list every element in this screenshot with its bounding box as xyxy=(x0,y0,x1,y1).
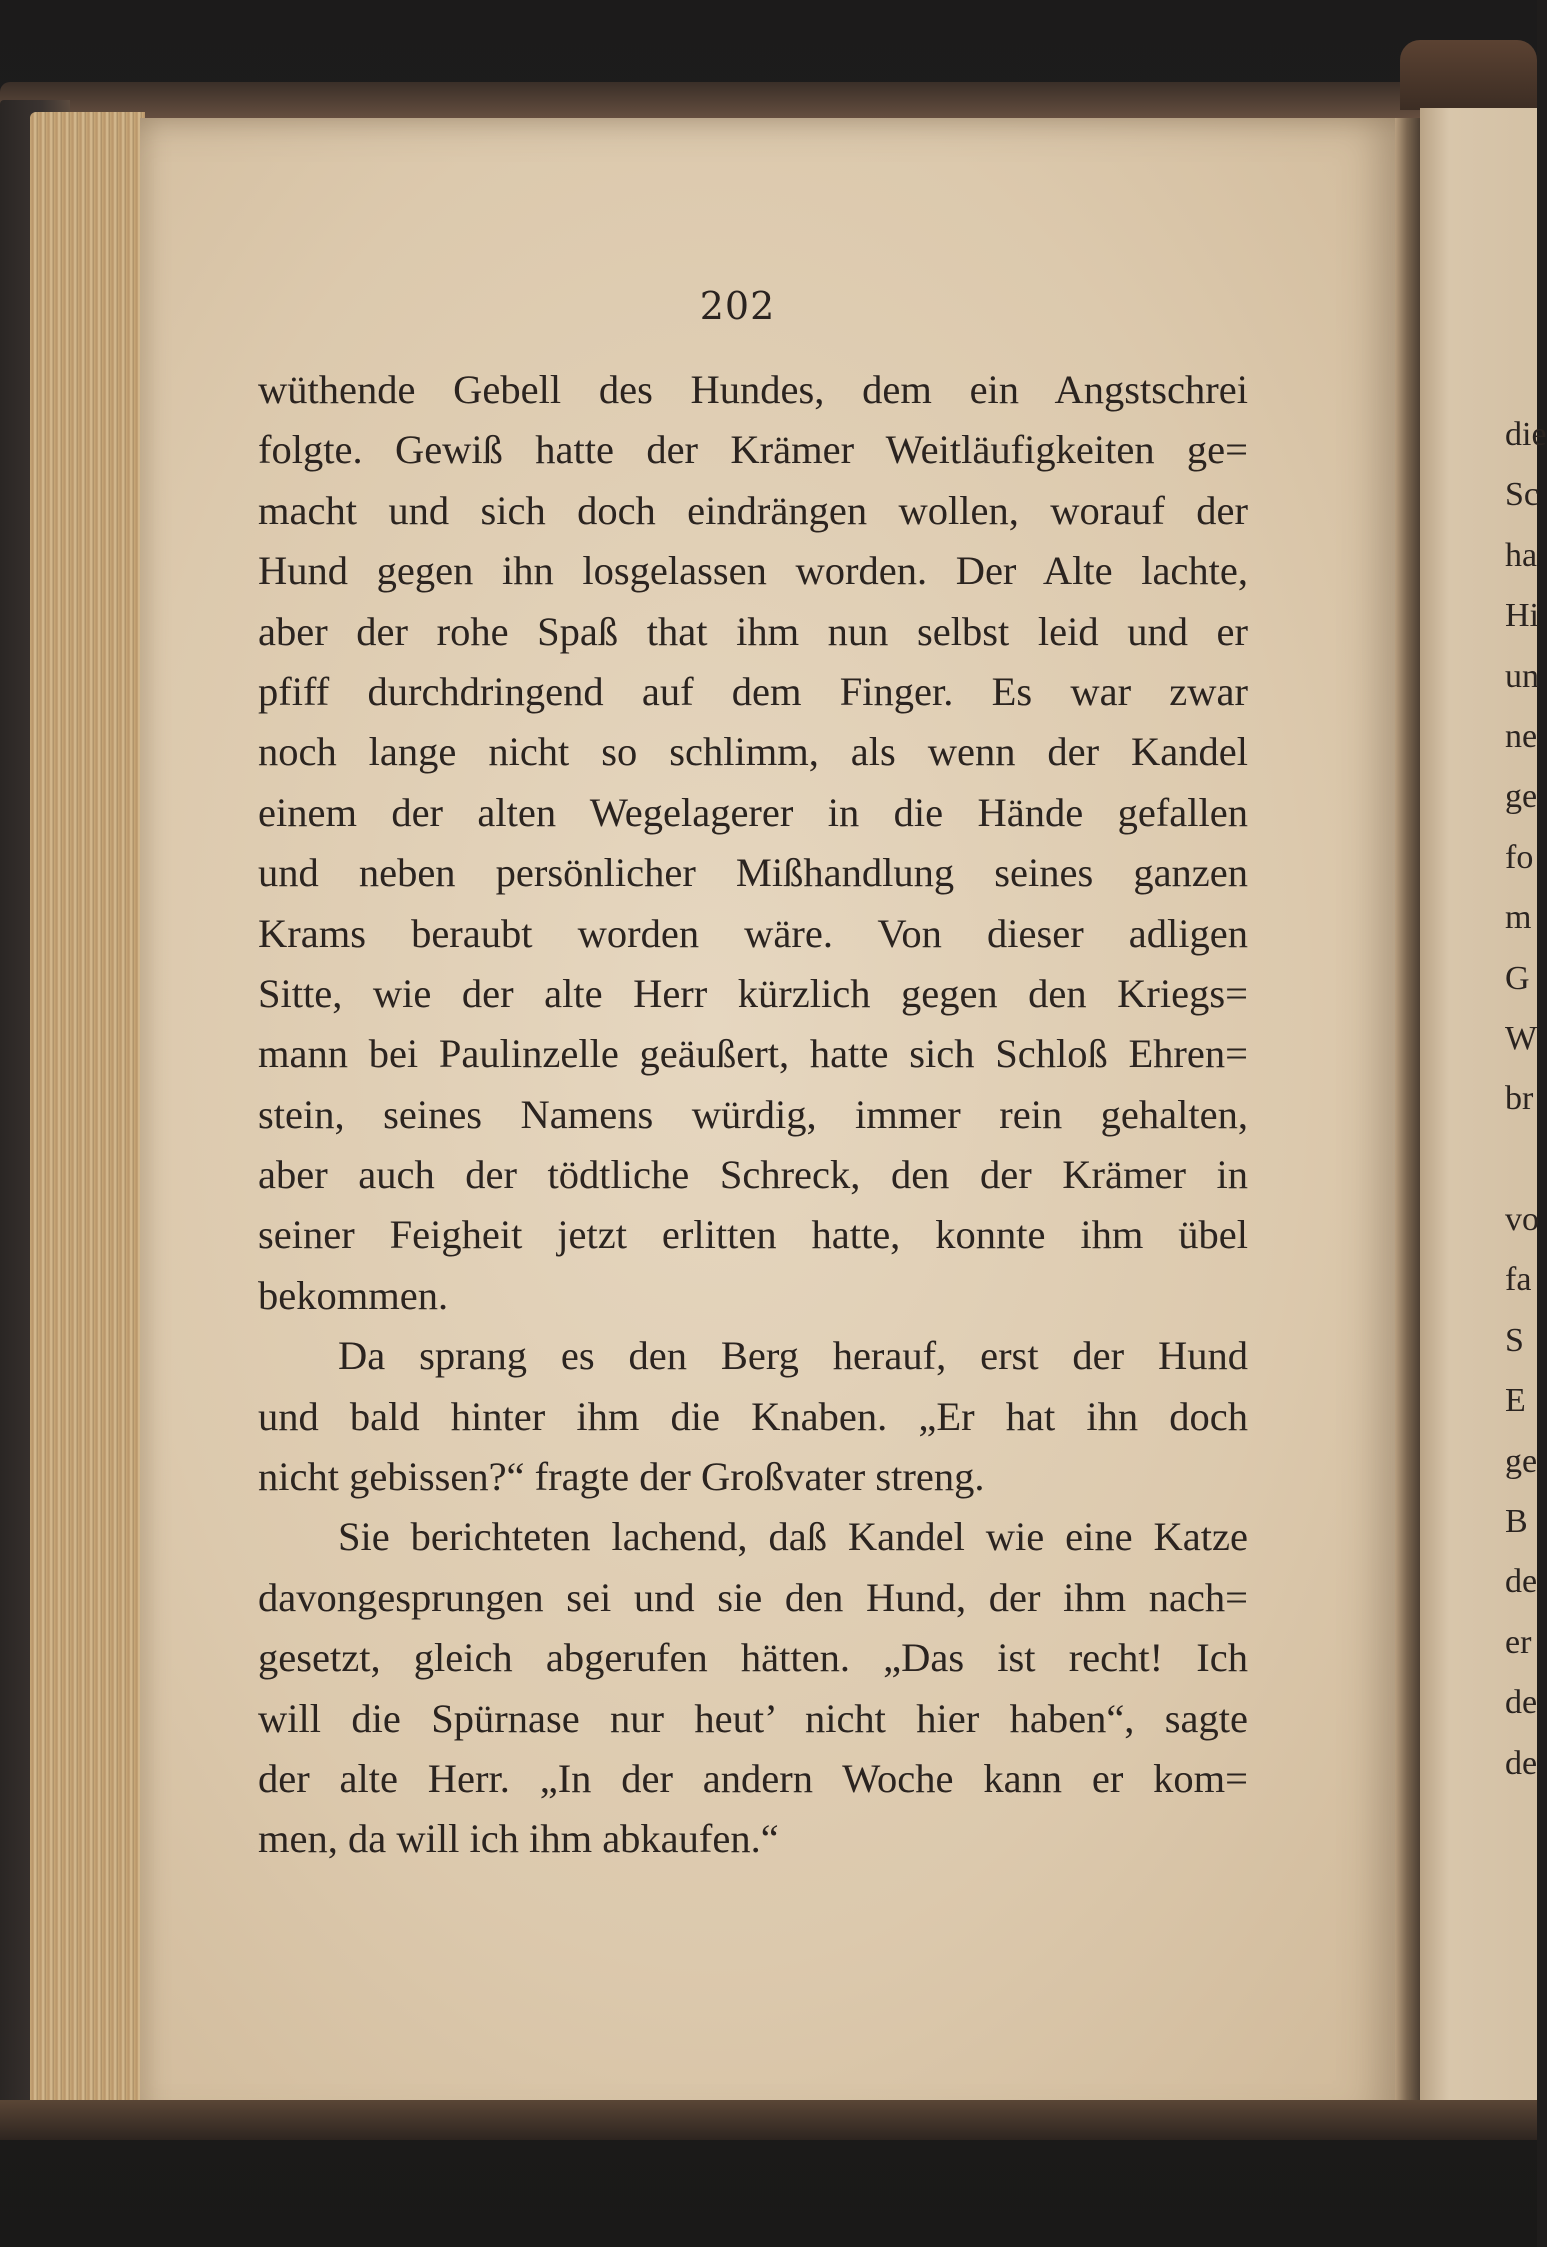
facing-page-fragment: B xyxy=(1505,1503,1528,1541)
text-line: will die Spürnase nur heut’ nicht hier haben“, sagte xyxy=(258,1695,1248,1741)
facing-page-text xyxy=(1505,405,1547,1794)
paragraph xyxy=(258,360,1248,1326)
facing-page-fragment: de xyxy=(1505,1684,1538,1722)
text-line: einem der alten Wegelagerer in die Hände gefallen xyxy=(258,789,1248,835)
text-line: pfiff durchdringend auf dem Finger. Es war zwar xyxy=(258,668,1248,714)
text-line: bekommen. xyxy=(258,1272,449,1318)
facing-page-fragment: Hi xyxy=(1505,597,1539,635)
text-line: aber auch der tödtliche Schreck, den der Krämer in xyxy=(258,1152,1248,1198)
facing-page-fragment: ge xyxy=(1505,778,1538,816)
text-line: davongesprungen sei und sie den Hund, der ihm nach= xyxy=(258,1574,1248,1620)
facing-page-fragment: er xyxy=(1505,1623,1532,1661)
text-line: Sitte, wie der alte Herr kürzlich gegen den Kriegs= xyxy=(258,970,1248,1016)
book-cover-bottom xyxy=(0,2100,1537,2140)
facing-page-fragment: ne xyxy=(1505,717,1538,755)
text-line: gesetzt, gleich abgerufen hätten. „Das ist recht! Ich xyxy=(258,1635,1248,1681)
text-line: und neben persönlicher Mißhandlung seines ganzen xyxy=(258,850,1248,896)
paragraph xyxy=(258,1507,1248,1869)
text-line: macht und sich doch eindrängen wollen, worauf der xyxy=(258,487,1248,533)
text-line: Sie berichteten lachend, daß Kandel wie eine Katze xyxy=(338,1514,1248,1560)
book-cover-right xyxy=(1400,40,1537,110)
facing-page-fragment: fa xyxy=(1505,1261,1532,1299)
facing-page-fragment xyxy=(1505,1130,1537,1190)
page-number: 202 xyxy=(699,284,776,328)
text-line: mann bei Paulinzelle geäußert, hatte sich Schloß Ehren= xyxy=(258,1031,1248,1077)
book-cover-top xyxy=(0,82,1537,122)
facing-page-fragment: un xyxy=(1505,657,1539,695)
facing-page-fragment: fo xyxy=(1505,838,1534,876)
body-text xyxy=(258,360,1248,1870)
text-line: der alte Herr. „In der andern Woche kann er kom= xyxy=(258,1755,1248,1801)
paragraph xyxy=(258,1326,1248,1507)
facing-page-fragment: ha xyxy=(1505,536,1538,574)
facing-page-fragment: S xyxy=(1505,1321,1524,1359)
text-line: folgte. Gewiß hatte der Krämer Weitläufigkeiten ge= xyxy=(258,427,1248,473)
facing-page-fragment: G xyxy=(1505,959,1530,997)
facing-page-fragment: W xyxy=(1505,1019,1538,1057)
text-line: und bald hinter ihm die Knaben. „Er hat ihn doch xyxy=(258,1393,1248,1439)
facing-page-fragment: Sc xyxy=(1505,476,1539,514)
text-line: aber der rohe Spaß that ihm nun selbst leid und er xyxy=(258,608,1248,654)
text-line: noch lange nicht so schlimm, als wenn der Kandel xyxy=(258,729,1248,775)
facing-page-fragment: E xyxy=(1505,1382,1526,1420)
facing-page-fragment: vo xyxy=(1505,1201,1539,1239)
page-edges xyxy=(30,112,145,2112)
text-line: wüthende Gebell des Hundes, dem ein Angstschrei xyxy=(258,367,1248,412)
facing-page-fragment: ge xyxy=(1505,1442,1538,1480)
facing-page-fragment: m xyxy=(1505,899,1532,937)
text-line: Hund gegen ihn losgelassen worden. Der Alte lachte, xyxy=(258,548,1248,594)
facing-page-fragment: de xyxy=(1505,1563,1538,1601)
facing-page-fragment: br xyxy=(1505,1080,1534,1118)
text-line: stein, seines Namens würdig, immer rein gehalten, xyxy=(258,1091,1248,1137)
facing-page-fragment: de xyxy=(1505,1744,1538,1782)
text-line: men, da will ich ihm abkaufen.“ xyxy=(258,1816,779,1862)
text-line: Krams beraubt worden wäre. Von dieser adligen xyxy=(258,910,1248,956)
facing-page-fragment: die xyxy=(1505,416,1547,453)
text-line: Da sprang es den Berg herauf, erst der Hund xyxy=(338,1333,1248,1379)
text-line: nicht gebissen?“ fragte der Großvater streng. xyxy=(258,1454,985,1500)
text-line: seiner Feigheit jetzt erlitten hatte, konnte ihm übel xyxy=(258,1212,1248,1258)
